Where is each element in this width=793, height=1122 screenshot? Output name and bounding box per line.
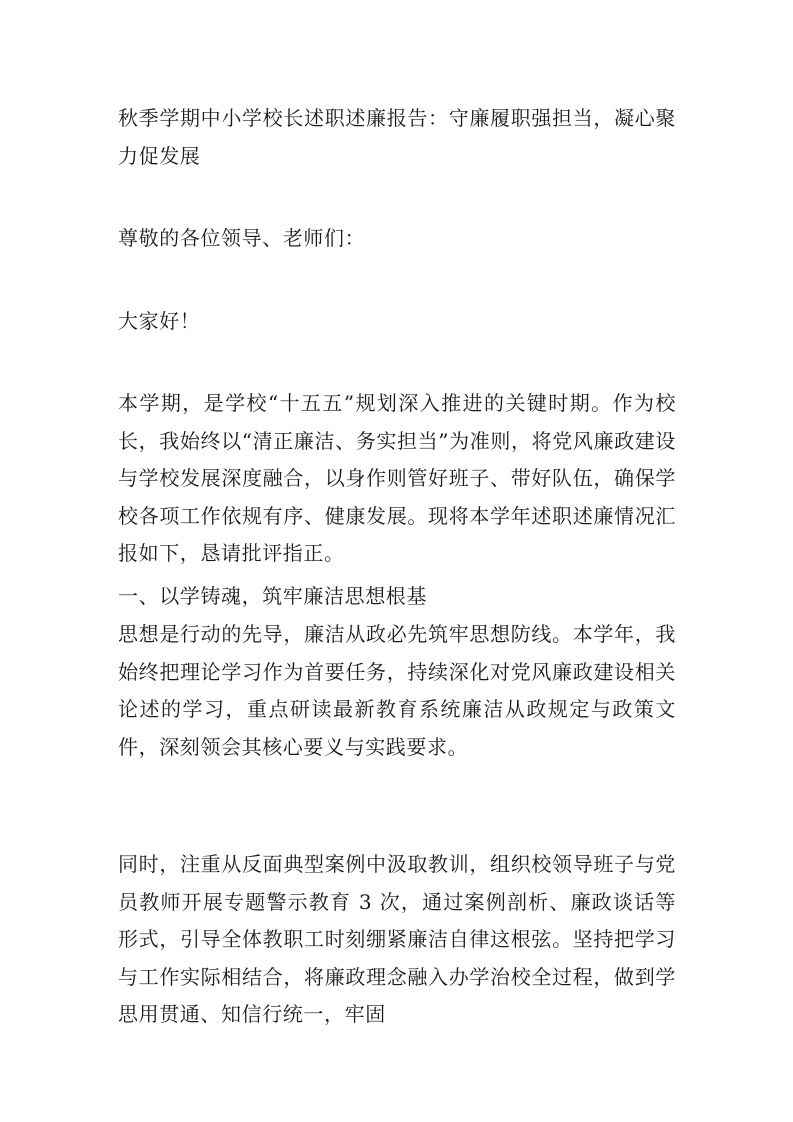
greeting: 大家好！ [118,309,201,333]
intro-paragraph: 本学期，是学校“十五五”规划深入推进的关键时期。作为校长，我始终以“清正廉洁、务实担当”为准则，将党风廉政建设与学校发展深度融合，以身作则管好班子、带好队伍，确保学校各项工作依规有序、健康发展。现将本学年述职述廉情况汇报如下，恳请批评指正。 [118,391,676,565]
document-title: 秋季学期中小学校长述职述廉报告：守廉履职强担当，凝心聚力促发展 [118,106,676,168]
section-paragraph: 思想是行动的先导，廉洁从政必先筑牢思想防线。本学年，我始终把理论学习作为首要任务，持续深化对党风廉政建设相关论述的学习，重点研读最新教育系统廉洁从政规定与政策文件，深刻领会其核心要义与实践要求。 [118,622,676,759]
section-heading: 一、以学铸魂，筑牢廉洁思想根基 [118,584,427,608]
salutation: 尊敬的各位领导、老师们： [118,226,366,250]
section-paragraph: 同时，注重从反面典型案例中汲取教训，组织校领导班子与党员教师开展专题警示教育 3 次，通过案例剖析、廉政谈话等形式，引导全体教职工时刻绷紧廉洁自律这根弦。坚持把学习与工作实际相结合，将廉政理念融入办学治校全过程，做到学思用贯通、知信行统一，牢固 [118,852,676,1026]
